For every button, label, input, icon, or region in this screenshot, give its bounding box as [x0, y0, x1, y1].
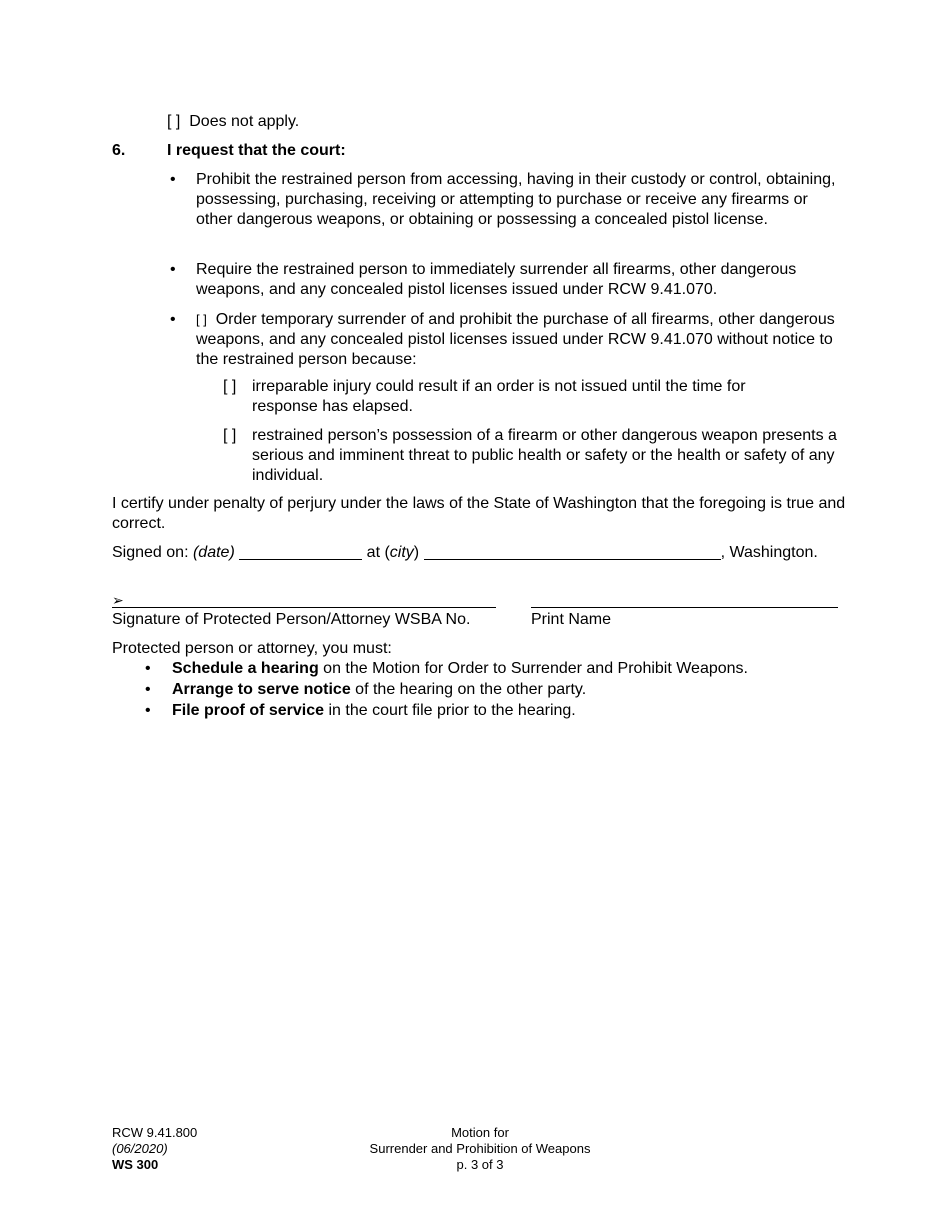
bullet-dot-icon: • [145, 702, 151, 719]
does-not-apply-option [167, 112, 299, 132]
instruction-bold: Arrange to serve notice [172, 681, 351, 698]
bullet-dot-icon: • [145, 660, 151, 677]
signed-on-label: Signed on: [112, 544, 189, 561]
footer-form-number: WS 300 [112, 1157, 159, 1172]
city-label: city [389, 544, 414, 561]
at-label: at ( [366, 544, 390, 561]
bullet-dot-icon: • [170, 171, 176, 188]
instruction-item [172, 701, 576, 721]
temporary-surrender-label: Order temporary surrender of and prohibit the purchase of all firearms, other dangerous weapons, and any concealed pistol licenses issued under RCW 9.41.070 without notice to the restrained person because: [196, 311, 835, 368]
sub-option-label: irreparable injury could result if an order is not issued until the time for response has elapsed. [252, 378, 746, 415]
print-name-label: Print Name [531, 611, 612, 628]
section-number: 6. [112, 142, 126, 159]
signature-label: Signature of Protected Person/Attorney WSBA No. [112, 611, 471, 628]
request-item-temporary [196, 310, 836, 370]
sub-option-checkbox[interactable]: [ ] [223, 378, 237, 395]
instruction-bold: Schedule a hearing [172, 660, 319, 677]
instruction-item [172, 659, 748, 679]
footer-title-line1: Motion for [451, 1125, 509, 1140]
footer-left [112, 1125, 197, 1173]
print-name-field[interactable] [531, 607, 838, 608]
footer-center [330, 1125, 630, 1173]
request-item: Prohibit the restrained person from accessing, having in their custody or control, obtaining, possessing, purchasing, receiving or attempting to purchase or receive any firearms or other dangerous weapons, or obtaining or possessing a concealed pistol license. [196, 171, 836, 228]
request-item: Require the restrained person to immediately surrender all firearms, other dangerous weapons, and any concealed pistol licenses issued under RCW 9.41.070. [196, 261, 797, 298]
certification-text: I certify under penalty of perjury under the laws of the State of Washington that the foregoing is true and correct. [112, 495, 846, 532]
washington-label: , Washington. [720, 544, 818, 561]
bullet-dot-icon: • [145, 681, 151, 698]
does-not-apply-checkbox[interactable]: [ ] [167, 113, 181, 130]
temporary-surrender-checkbox[interactable]: [ ] [196, 312, 207, 327]
city-field[interactable] [424, 543, 721, 560]
date-field[interactable] [239, 543, 362, 560]
instruction-rest: of the hearing on the other party. [350, 681, 587, 698]
bullet-dot-icon: • [170, 311, 176, 328]
instruction-rest: on the Motion for Order to Surrender and Prohibit Weapons. [318, 660, 748, 677]
date-label: (date) [192, 544, 235, 561]
signature-arrow-icon: ➢ [112, 592, 124, 608]
footer-page-number: p. 3 of 3 [456, 1157, 504, 1172]
bullet-dot-icon: • [170, 261, 176, 278]
footer-rcw: RCW 9.41.800 [112, 1125, 198, 1140]
signature-field[interactable] [112, 607, 496, 608]
instruction-item [172, 680, 586, 700]
footer-title-line2: Surrender and Prohibition of Weapons [369, 1141, 591, 1156]
footer-date: (06/2020) [112, 1141, 168, 1156]
instructions-intro: Protected person or attorney, you must: [112, 640, 392, 657]
instruction-rest: in the court file prior to the hearing. [324, 702, 576, 719]
signed-on-line [112, 543, 818, 563]
close-paren: ) [413, 544, 420, 561]
instruction-bold: File proof of service [172, 702, 325, 719]
does-not-apply-label: Does not apply. [189, 113, 300, 130]
sub-option-checkbox[interactable]: [ ] [223, 427, 237, 444]
section-heading: I request that the court: [167, 142, 346, 159]
sub-option-label: restrained person’s possession of a firearm or other dangerous weapon presents a serious and imminent threat to public health or safety or the health or safety of any individual. [252, 427, 837, 484]
